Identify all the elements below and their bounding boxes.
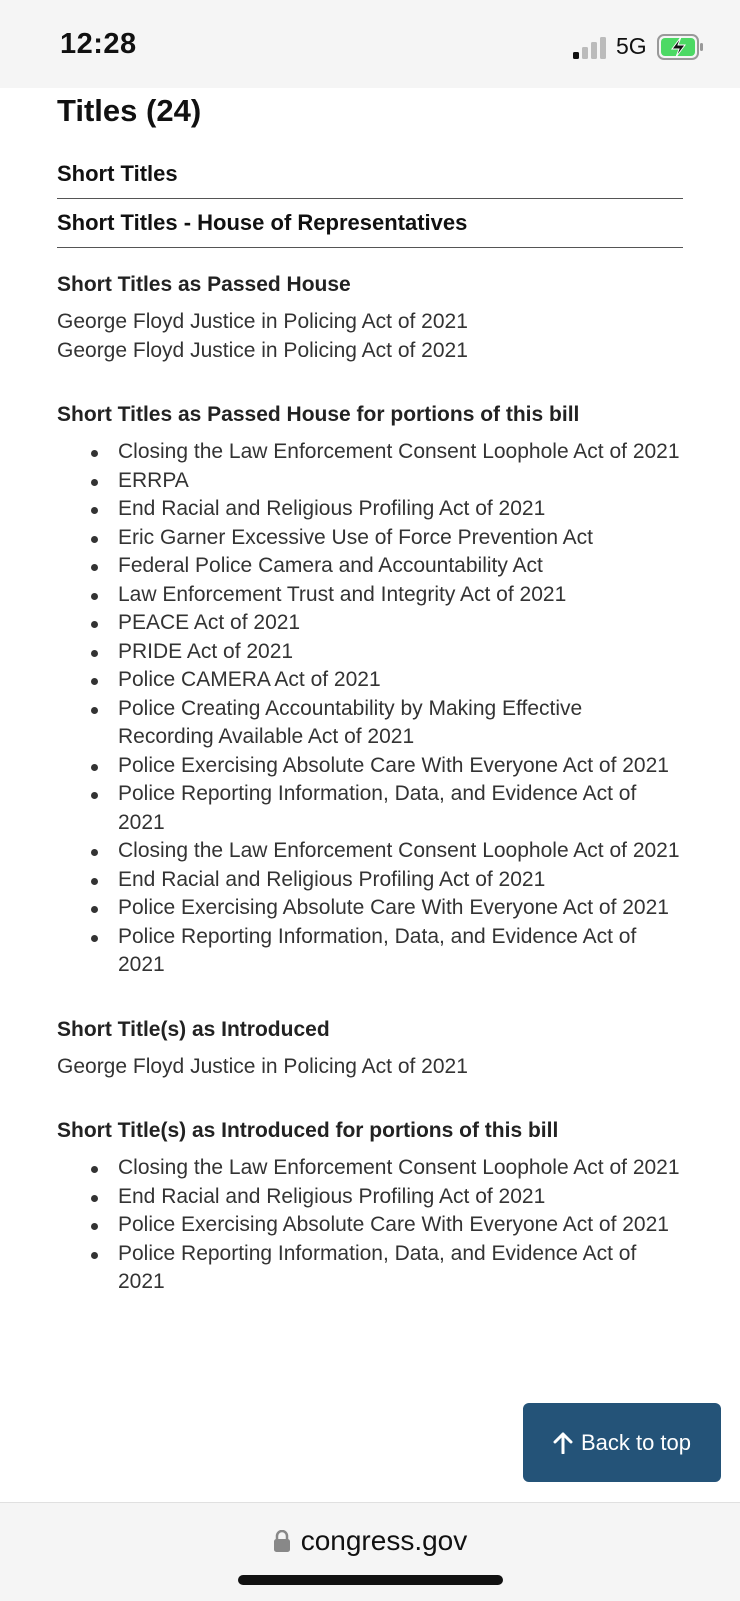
passed-house-heading: Short Titles as Passed House: [57, 273, 351, 296]
introduced-portions-heading: Short Title(s) as Introduced for portions of this bill: [57, 1119, 559, 1142]
list-item: Closing the Law Enforcement Consent Loophole Act of 2021: [118, 438, 683, 467]
list-item: Police Creating Accountability by Making Effective Recording Available Act of 2021: [118, 695, 683, 752]
passed-house-portions-list: [57, 438, 683, 980]
passed-house-portions-heading: Short Titles as Passed House for portions of this bill: [57, 403, 580, 426]
list-item: End Racial and Religious Profiling Act of 2021: [118, 866, 683, 895]
house-heading: Short Titles - House of Representatives: [57, 210, 468, 235]
list-item: End Racial and Religious Profiling Act of 2021: [118, 1183, 683, 1212]
list-item: PEACE Act of 2021: [118, 609, 683, 638]
signal-icon: [573, 37, 607, 59]
list-item: Police CAMERA Act of 2021: [118, 666, 683, 695]
page-title: Titles (24): [57, 93, 202, 128]
introduced-portions-list: [57, 1154, 683, 1297]
list-item: Police Reporting Information, Data, and Evidence Act of 2021: [118, 780, 683, 837]
titles-content: [57, 88, 683, 1297]
address-display[interactable]: [0, 1525, 740, 1557]
battery-charging-icon: [657, 34, 705, 60]
list-item: Law Enforcement Trust and Integrity Act of 2021: [118, 581, 683, 610]
list-item: PRIDE Act of 2021: [118, 638, 683, 667]
introduced-heading: Short Title(s) as Introduced: [57, 1017, 330, 1041]
short-title: George Floyd Justice in Policing Act of 2021: [57, 338, 468, 362]
list-item: Eric Garner Excessive Use of Force Prevention Act: [118, 524, 683, 553]
list-item: Police Exercising Absolute Care With Everyone Act of 2021: [118, 894, 683, 923]
home-indicator[interactable]: [238, 1575, 503, 1585]
list-item: End Racial and Religious Profiling Act of 2021: [118, 495, 683, 524]
list-item: Closing the Law Enforcement Consent Loophole Act of 2021: [118, 837, 683, 866]
short-title: George Floyd Justice in Policing Act of 2021: [57, 310, 468, 333]
list-item: Police Reporting Information, Data, and Evidence Act of 2021: [118, 923, 683, 980]
list-item: ERRPA: [118, 467, 683, 496]
back-to-top-button[interactable]: [523, 1403, 721, 1482]
list-item: Police Exercising Absolute Care With Everyone Act of 2021: [118, 1211, 683, 1240]
short-titles-heading: Short Titles: [57, 161, 178, 186]
arrow-up-icon: [553, 1432, 573, 1454]
url-domain: congress.gov: [300, 1525, 468, 1556]
list-item: Police Reporting Information, Data, and Evidence Act of 2021: [118, 1240, 683, 1297]
list-item: Police Exercising Absolute Care With Everyone Act of 2021: [118, 752, 683, 781]
browser-url-bar[interactable]: [0, 1502, 740, 1601]
back-to-top-label: Back to top: [580, 1429, 692, 1455]
status-time: 12:28: [60, 28, 137, 60]
lock-icon: [273, 1530, 291, 1552]
list-item: Federal Police Camera and Accountability Act: [118, 552, 683, 581]
short-title: George Floyd Justice in Policing Act of 2021: [57, 1054, 468, 1078]
network-label: 5G: [616, 33, 647, 59]
list-item: Closing the Law Enforcement Consent Loophole Act of 2021: [118, 1154, 683, 1183]
status-bar: [0, 0, 740, 88]
